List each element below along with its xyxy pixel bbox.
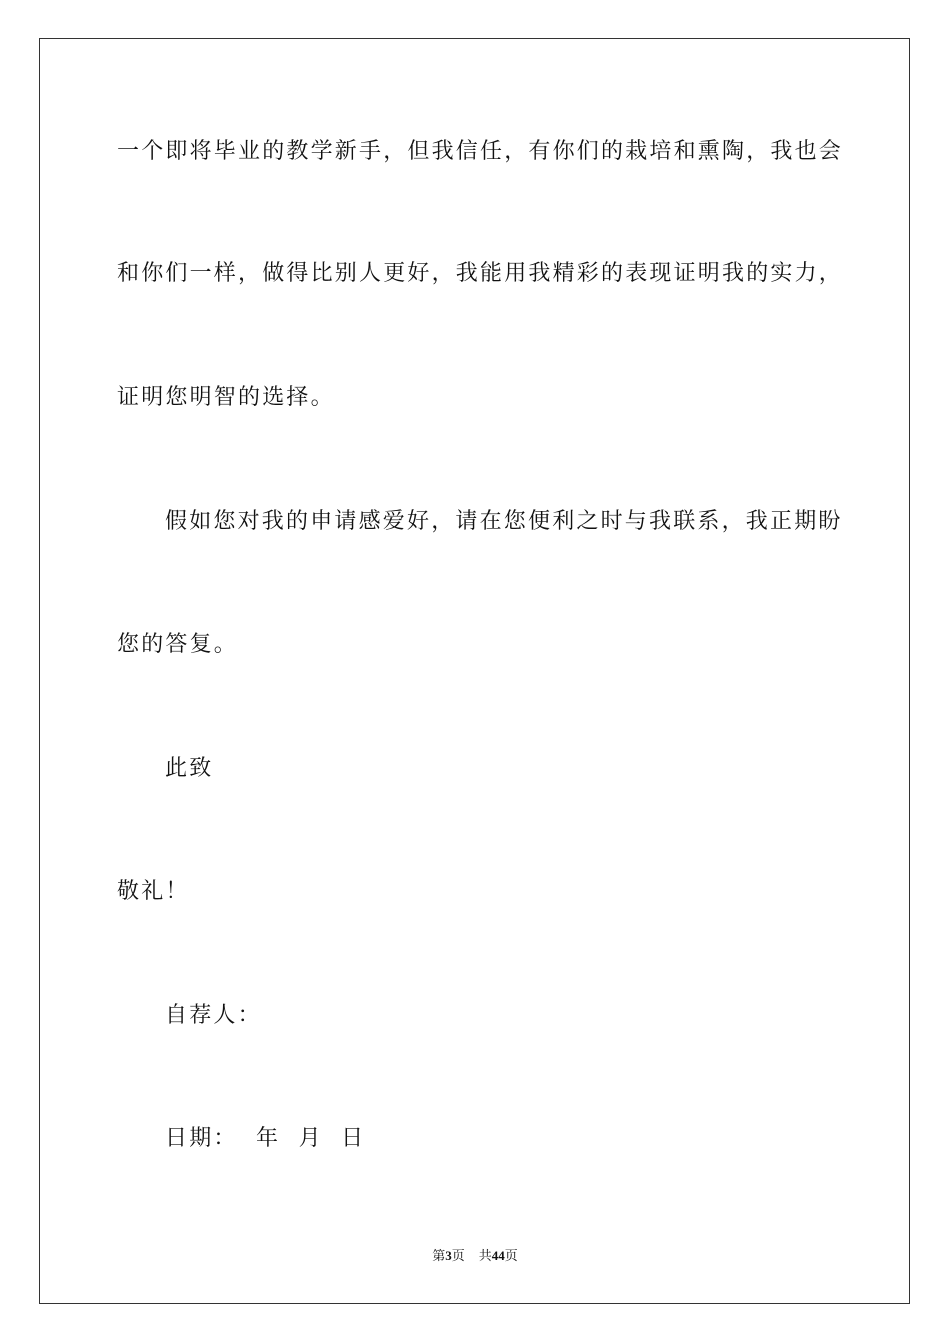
- closing-regards: 敬礼！: [117, 879, 190, 904]
- page-footer: [0, 1247, 950, 1265]
- body-text-line-4: 假如您对我的申请感爱好，请在您便利之时与我联系，我正期盼: [165, 509, 843, 534]
- page-border: [39, 38, 910, 1304]
- body-text-line-1: 一个即将毕业的教学新手，但我信任，有你们的栽培和熏陶，我也会: [117, 139, 844, 164]
- page-number: 3: [445, 1248, 452, 1263]
- page-prefix: 第: [432, 1248, 446, 1263]
- total-suffix: 页: [504, 1248, 518, 1263]
- body-text-line-5: 您的答复。: [117, 632, 239, 657]
- closing-salutation: 此致: [165, 756, 214, 781]
- body-text-line-3: 证明您明智的选择。: [117, 385, 335, 410]
- body-text-line-2: 和你们一样，做得比别人更好，我能用我精彩的表现证明我的实力，: [117, 261, 844, 286]
- date-label: 日期： 年 月 日: [165, 1126, 366, 1151]
- total-prefix: 共: [478, 1248, 492, 1263]
- total-pages: 44: [491, 1248, 505, 1263]
- signature-label: 自荐人：: [165, 1003, 262, 1028]
- page-suffix: 页: [451, 1248, 465, 1263]
